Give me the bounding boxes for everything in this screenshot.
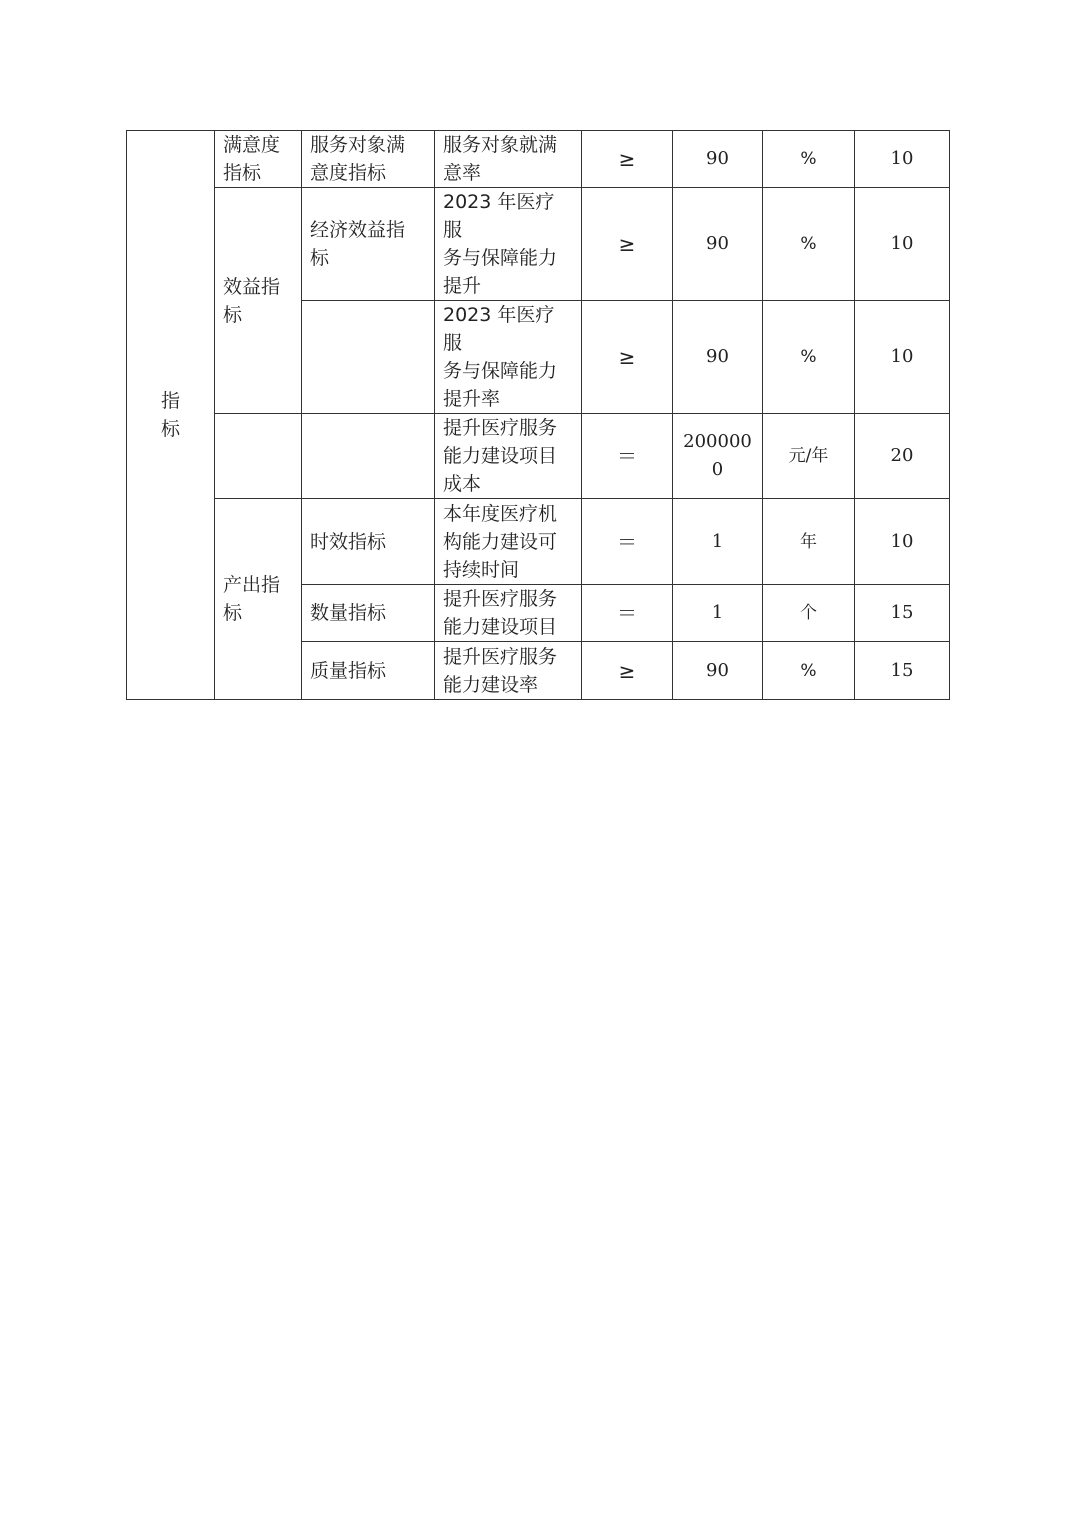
unit-cell: % [763,131,855,188]
target-value-cell: 90 [673,301,763,414]
score-cell: 10 [855,188,950,301]
level3-indicator-cell: 经济效益指 标 [302,188,435,301]
table-row [127,188,950,301]
table-row [127,131,950,188]
score-cell: 20 [855,414,950,499]
output-group-cell: 产出指 标 [215,499,302,700]
level3-indicator-cell: 时效指标 [302,499,435,585]
table-row [127,414,950,499]
performance-indicator-table [126,130,950,700]
operator-cell: ≥ [582,642,673,700]
score-cell: 10 [855,301,950,414]
target-value-cell: 1 [673,585,763,642]
score-cell: 15 [855,585,950,642]
level3-indicator-cell [302,414,435,499]
operator-cell: ＝ [582,499,673,585]
level1-indicator-label: 指 标 [160,390,180,440]
indicator-name-cell: 提升医疗服务 能力建设率 [435,642,582,700]
unit-cell: 元/年 [763,414,855,499]
level3-indicator-cell: 数量指标 [302,585,435,642]
target-value-cell: 2000000 [673,414,763,499]
unit-cell: % [763,642,855,700]
unit-cell: 年 [763,499,855,585]
indicator-name-cell: 2023 年医疗服 务与保障能力 提升 [435,188,582,301]
indicator-name-cell: 本年度医疗机 构能力建设可 持续时间 [435,499,582,585]
operator-cell: ＝ [582,585,673,642]
unit-cell: 个 [763,585,855,642]
level1-indicator-cell [127,131,215,700]
operator-cell: ≥ [582,131,673,188]
level3-indicator-cell: 质量指标 [302,642,435,700]
target-value-cell: 90 [673,188,763,301]
target-value-cell: 90 [673,131,763,188]
indicator-name-cell: 提升医疗服务 能力建设项目 成本 [435,414,582,499]
indicator-name-cell: 2023 年医疗服 务与保障能力 提升率 [435,301,582,414]
operator-cell: ＝ [582,414,673,499]
level3-indicator-cell: 服务对象满 意度指标 [302,131,435,188]
score-cell: 10 [855,499,950,585]
benefit-group-cell: 效益指 标 [215,188,302,414]
table-row [127,499,950,585]
target-value-cell: 90 [673,642,763,700]
unit-cell: % [763,301,855,414]
operator-cell: ≥ [582,301,673,414]
indicator-name-cell: 提升医疗服务 能力建设项目 [435,585,582,642]
level2-indicator-cell [215,414,302,499]
target-value-cell: 1 [673,499,763,585]
unit-cell: % [763,188,855,301]
indicator-name-cell: 服务对象就满 意率 [435,131,582,188]
operator-cell: ≥ [582,188,673,301]
level3-indicator-cell [302,301,435,414]
score-cell: 10 [855,131,950,188]
level2-indicator-cell: 满意度 指标 [215,131,302,188]
score-cell: 15 [855,642,950,700]
